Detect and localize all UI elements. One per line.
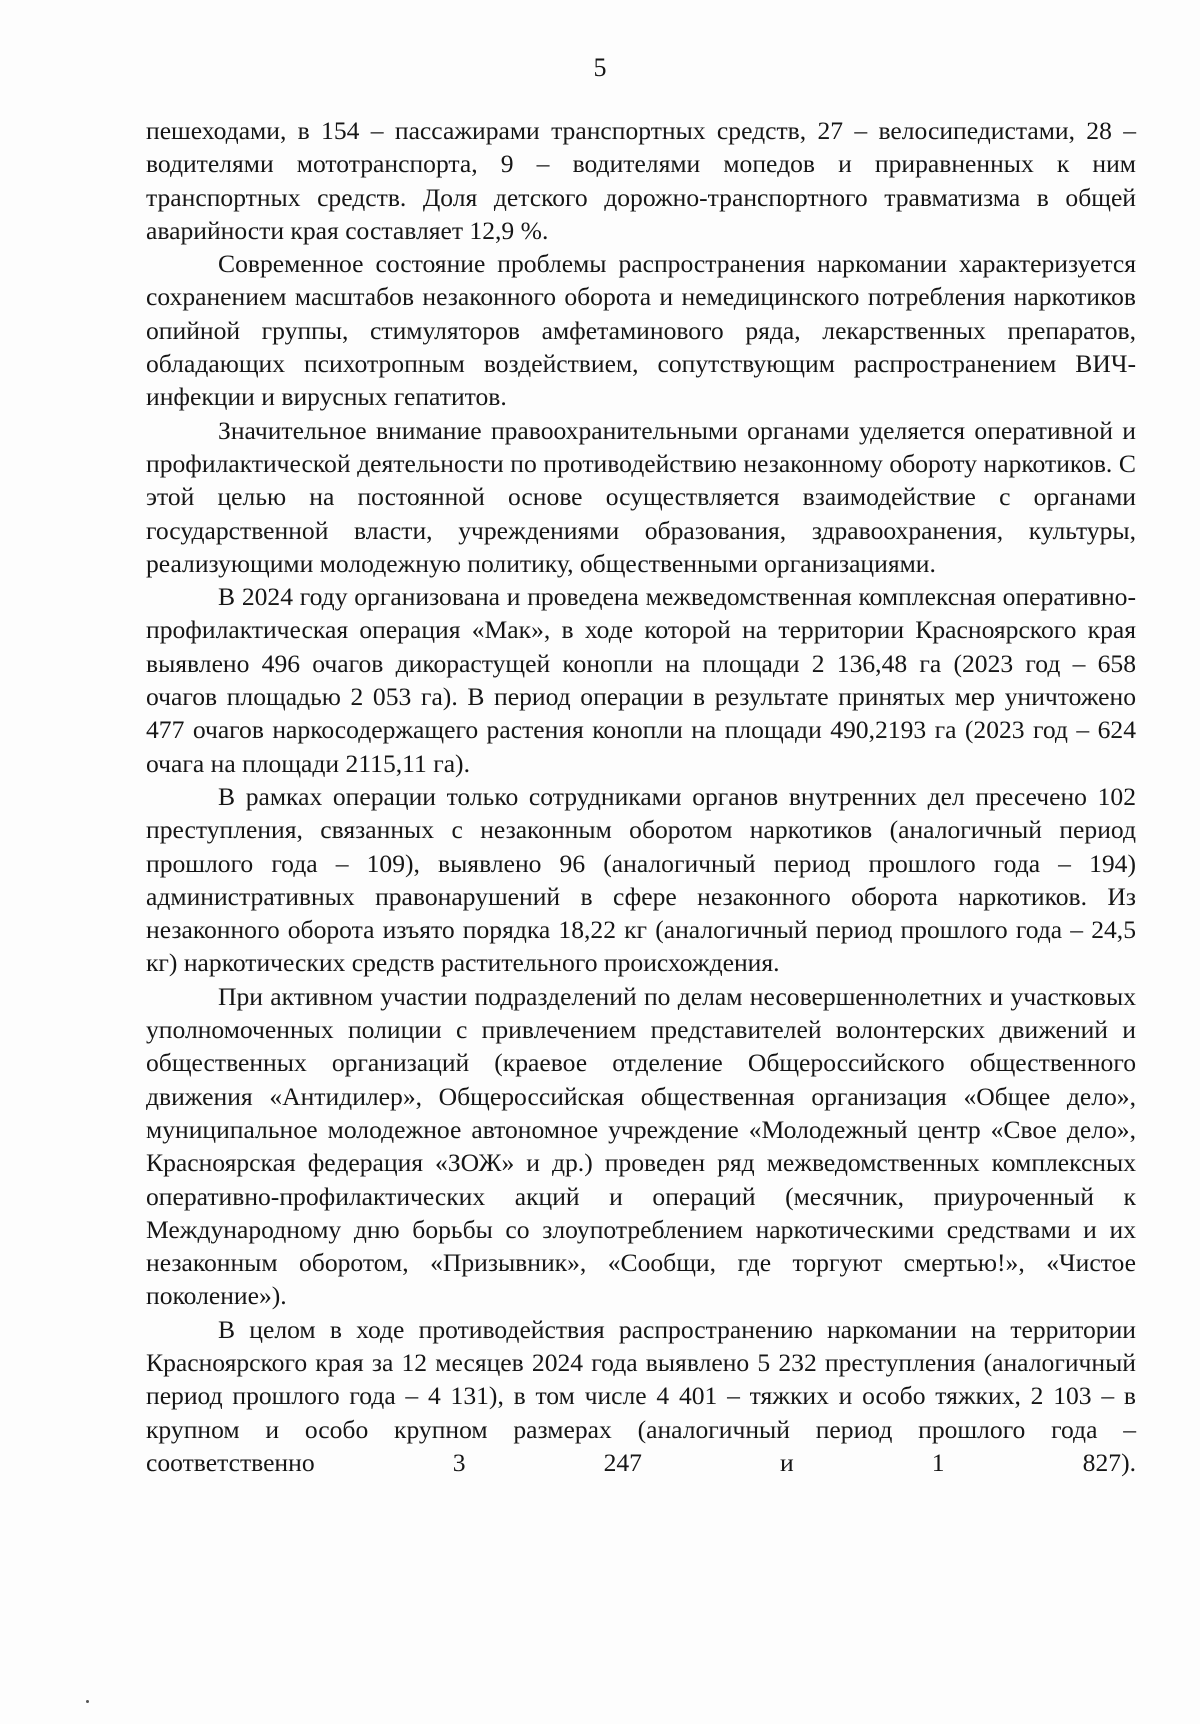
paragraph-road-traffic-injuries: пешеходами, в 154 – пассажирами транспортных средств, 27 – велосипедистами, 28 – водителями мототранспорта, 9 – водителями мопедов и приравненных к ним транспортных средств. Доля детского дорожно-транспортного травматизма в общей аварийности края составляет 12,9 %. bbox=[146, 116, 1136, 245]
document-body bbox=[146, 114, 1136, 1479]
paragraph-annual-totals: В целом в ходе противодействия распространению наркомании на территории Красноярского края за 12 месяцев 2024 года выявлено 5 232 преступления (аналогичный период прошлого года – 4 131), в том числе 4 401 – тяжких и особо тяжких, 2 103 – в крупном и особо крупном размерах (аналогичный период прошлого года – соответственно 3 247 и 1 827). bbox=[146, 1314, 1136, 1477]
page-number: 5 bbox=[593, 53, 607, 82]
paragraph-operation-results: В рамках операции только сотрудниками органов внутренних дел пресечено 102 преступления, связанных с незаконным оборотом наркотиков (аналогичный период прошлого года – 109), выявлено 96 (аналогичный период прошлого года – 194) административных правонарушений в сфере незаконного оборота наркотиков. Из незаконного оборота изъято порядка 18,22 кг (аналогичный период прошлого года – 24,5 кг) наркотических средств растительного происхождения. bbox=[146, 781, 1136, 978]
scan-artifact-dot bbox=[86, 1700, 89, 1703]
paragraph-law-enforcement-attention: Значительное внимание правоохранительными органами уделяется оперативной и профилактической деятельности по противодействию незаконному обороту наркотиков. С этой целью на постоянной основе осуществляется взаимодействие с органами государственной власти, учреждениями образования, здравоохранения, культуры, реализующими молодежную политику, общественными организациями. bbox=[146, 415, 1136, 578]
paragraph-drug-situation: Современное состояние проблемы распространения наркомании характеризуется сохранением масштабов незаконного оборота и немедицинского потребления наркотиков опийной группы, стимуляторов амфетаминового ряда, лекарственных препаратов, обладающих психотропным воздействием, сопутствующим распространением ВИЧ-инфекции и вирусных гепатитов. bbox=[146, 249, 1136, 412]
paragraph-operation-mak: В 2024 году организована и проведена межведомственная комплексная оперативно-профилактическая операция «Мак», в ходе которой на территории Красноярского края выявлено 496 очагов дикорастущей конопли на площади 2 136,48 га (2023 год – 658 очагов площадью 2 053 га). В период операции в результате принятых мер уничтожено 477 очагов наркосодержащего растения конопли на площади 490,2193 га (2023 год – 624 очага на площади 2115,11 га). bbox=[146, 582, 1136, 778]
paragraph-volunteer-actions: При активном участии подразделений по делам несовершеннолетних и участковых уполномоченных полиции с привлечением представителей волонтерских движений и общественных организаций (краевое отделение Общероссийского общественного движения «Антидилер», Общероссийская общественная организация «Общее дело», муниципальное молодежное автономное учреждение «Молодежный центр «Свое дело», Красноярская федерация «ЗОЖ» и др.) проведен ряд межведомственных комплексных оперативно-профилактических акций и операций (месячник, приуроченный к Международному дню борьбы со злоупотреблением наркотическими средствами и их незаконным оборотом, «Призывник», «Сообщи, где торгуют смертью!», «Чистое поколение»). bbox=[146, 981, 1136, 1311]
